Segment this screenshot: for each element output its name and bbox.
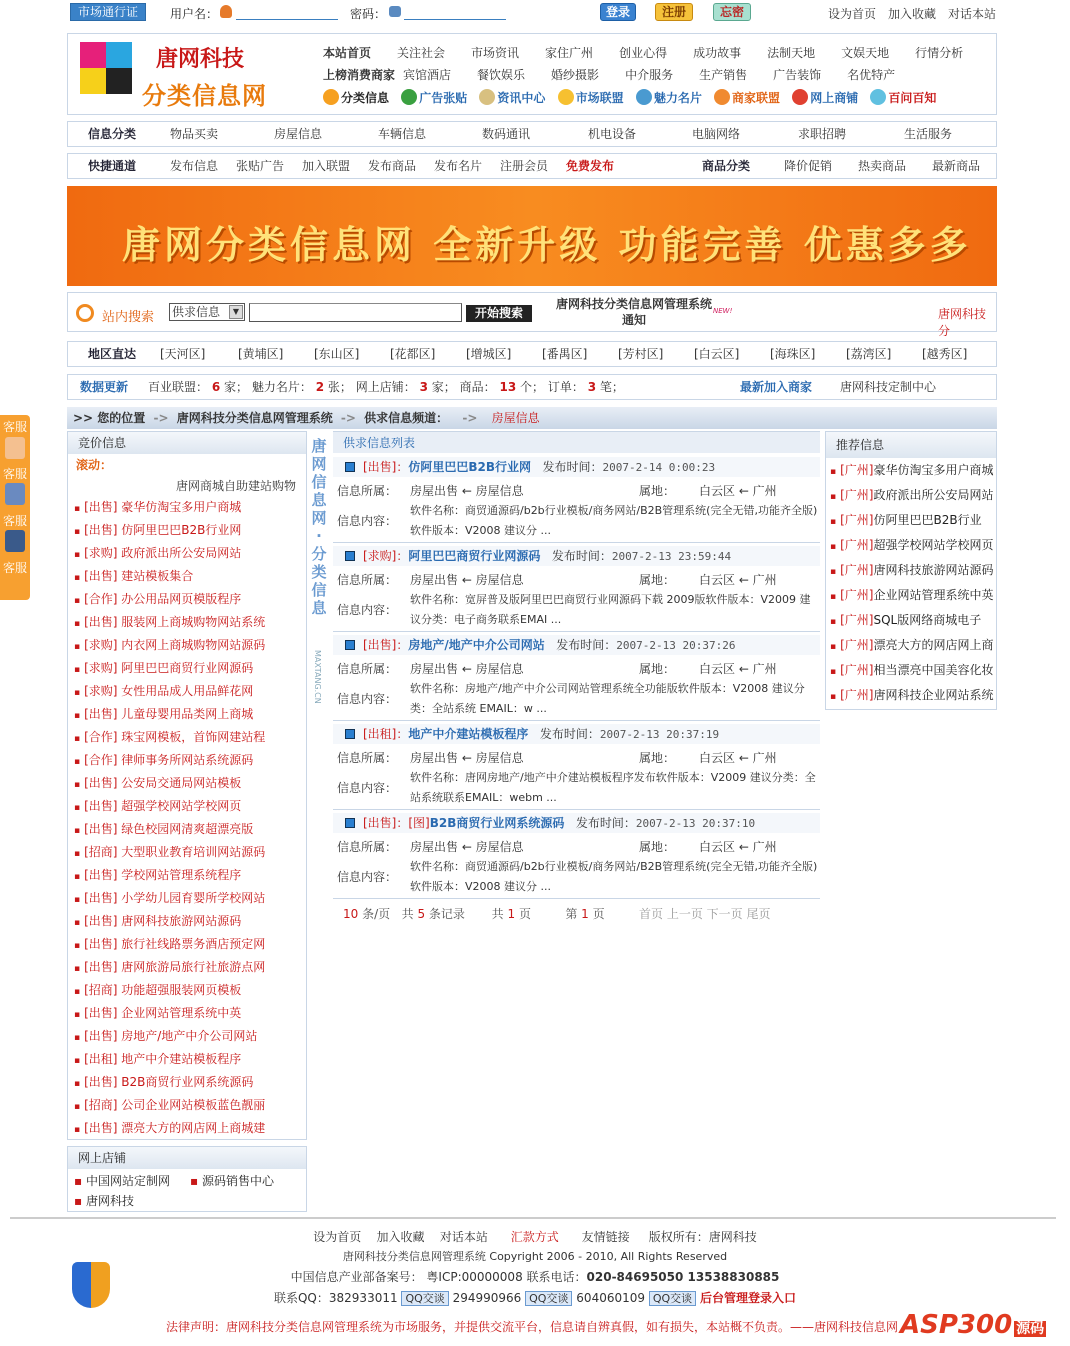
area-item[interactable]: [荔湾区]: [846, 347, 892, 361]
nav-qa[interactable]: 百问百知: [870, 89, 936, 106]
category-item[interactable]: 物品买卖: [170, 127, 219, 141]
goods-item[interactable]: 热卖商品: [858, 159, 907, 173]
chat-link[interactable]: 对话本站: [947, 7, 996, 21]
goods-item[interactable]: 降价促销: [784, 159, 833, 173]
icp-text: 中国信息产业部备案号： 粤ICP:00000008 联系电话：: [290, 1270, 587, 1284]
post-title-link[interactable]: B2B商贸行业网系统源码: [429, 816, 565, 830]
bid-info-item[interactable]: ▪ [出售] 学校网站管理系统程序: [68, 864, 306, 887]
kefu-label: 客服: [3, 561, 28, 575]
banner-text: 唐网分类信息网 全新升级 功能完善 优惠多多: [122, 223, 972, 267]
qq-chat-button[interactable]: QQ交谈: [401, 1291, 448, 1306]
category-item[interactable]: 房屋信息: [274, 127, 323, 141]
nav-item[interactable]: 法制天地: [767, 46, 816, 60]
user-icon: [220, 5, 232, 18]
nav-merchants[interactable]: 商家联盟: [714, 89, 780, 106]
bid-info-item[interactable]: ▪ [出租] 地产中介建站模板程序: [68, 1048, 306, 1071]
recommend-item[interactable]: ▪ [广州]SQL版网络商城电子: [826, 608, 996, 633]
notice-marquee[interactable]: 唐网科技分: [938, 307, 987, 338]
category-item[interactable]: 电脑网络: [692, 127, 741, 141]
globe-icon: [792, 89, 808, 105]
post-item: [出售]：房地产/地产中介公司网站 发布时间：2007-2-13 20:37:26 信息所属： 房屋出售 ← 房屋信息 属地： 白云区 ← 广州 信息内容： 软件名称：房地产/地产中介公司网站管理系统全功能版软件版本：V2008 建议分类：全站系统 EMAIL：w ...: [333, 635, 820, 721]
brand-top: 唐网科技: [156, 46, 245, 72]
category-row: [67, 121, 997, 147]
bid-info-item[interactable]: ▪ [求购] 阿里巴巴商贸行业网源码: [68, 657, 306, 680]
nav-item[interactable]: 关注社会: [397, 46, 446, 60]
area-item[interactable]: [海珠区]: [770, 347, 816, 361]
bid-info-item[interactable]: ▪ [招商] 大型职业教育培训网站源码: [68, 841, 306, 864]
search-label: 站内搜索: [102, 310, 155, 325]
site-logo-graphic[interactable]: [80, 42, 132, 94]
bid-info-item[interactable]: ▪ [合作] 律师事务所网站系统源码: [68, 749, 306, 772]
recommend-item[interactable]: ▪ [广州]超强学校网站学校网页: [826, 533, 996, 558]
kefu-label: 客服: [3, 420, 28, 434]
username-label: 用户名：: [170, 7, 219, 21]
area-row: [67, 341, 997, 367]
feature-nav: [323, 89, 993, 106]
quick-label: 快捷通道: [88, 159, 137, 173]
quick-item[interactable]: 发布商品: [368, 159, 417, 173]
phone-text: 020-84695050 13538830885: [586, 1270, 780, 1284]
document-icon: [479, 89, 495, 105]
quick-item[interactable]: 发布名片: [434, 159, 483, 173]
nav-home[interactable]: 本站首页: [323, 46, 372, 60]
quick-item[interactable]: 加入联盟: [302, 159, 351, 173]
system-notice-link[interactable]: 唐网科技分类信息网管理系统通知: [555, 297, 712, 327]
quick-row: [67, 153, 997, 179]
username-input[interactable]: [236, 4, 338, 20]
top-bar: [0, 0, 1070, 28]
vertical-site-label: 唐网信息网·分类信息: [311, 437, 327, 617]
prev-page-link[interactable]: 上一页: [666, 907, 703, 921]
breadcrumb-home[interactable]: 唐网科技分类信息网管理系统: [176, 411, 333, 425]
add-favorite-link[interactable]: 加入收藏: [887, 7, 936, 21]
free-post-link[interactable]: 免费发布: [566, 159, 615, 173]
post-arrow-icon: [345, 462, 355, 472]
bid-info-item[interactable]: ▪ [合作] 珠宝网模板，首饰网建站程: [68, 726, 306, 749]
area-item[interactable]: [增城区]: [466, 347, 512, 361]
legal-notice: 法律声明：唐网科技分类信息网管理系统为市场服务，并提供交流平台，信息请自辨真假，如有损失，本站概不负责。——唐网科技信息网: [166, 1320, 899, 1334]
post-arrow-icon: [345, 818, 355, 828]
first-page-link[interactable]: 首页: [638, 907, 663, 921]
qq-row: 联系QQ：382933011 QQ交谈 294990966 QQ交谈 604060109 QQ交谈 后台管理登录入口: [273, 1291, 797, 1305]
area-label: 地区直达: [88, 347, 137, 361]
new-badge: NEW!: [713, 307, 733, 315]
nav-shops[interactable]: 网上商铺: [792, 89, 858, 106]
forgot-button[interactable]: 忘密: [713, 3, 751, 21]
category-item[interactable]: 车辆信息: [378, 127, 427, 141]
category-item[interactable]: 数码通讯: [482, 127, 531, 141]
bid-info-title: 竞价信息: [68, 432, 306, 454]
recommend-list: [826, 458, 996, 708]
area-item[interactable]: [越秀区]: [922, 347, 968, 361]
qq-chat-button[interactable]: QQ交谈: [525, 1291, 572, 1306]
recommend-item[interactable]: ▪ [广州]漂亮大方的网店网上商: [826, 633, 996, 658]
breadcrumb-current: 房屋信息: [491, 411, 540, 425]
footer-link[interactable]: 设为首页: [313, 1230, 362, 1244]
customer-service-float[interactable]: [0, 415, 30, 600]
qq-chat-button[interactable]: QQ交谈: [649, 1291, 696, 1306]
recommend-item[interactable]: ▪ [广州]相当漂亮中国美容化妆: [826, 658, 996, 683]
search-icon: [76, 304, 94, 322]
stats-row: [67, 374, 997, 400]
nav-news[interactable]: 资讯中心: [479, 89, 545, 106]
bid-info-item[interactable]: ▪ [出售] 唐网旅游局旅行社旅游点网: [68, 956, 306, 979]
recommend-item[interactable]: ▪ [广州]豪华仿淘宝多用户商城: [826, 458, 996, 483]
bid-info-item[interactable]: ▪ [出售] 服装网上商城购物网站系统: [68, 611, 306, 634]
area-item[interactable]: [花都区]: [390, 347, 436, 361]
nav-item[interactable]: 婚纱摄影: [551, 68, 600, 82]
bid-info-item[interactable]: ▪ [出售] 仿阿里巴巴B2B行业网: [68, 519, 306, 542]
nav-item[interactable]: 广告装饰: [773, 68, 822, 82]
brand-main: 分类信息网: [142, 82, 267, 110]
new-merchant-link[interactable]: 最新加入商家: [740, 380, 813, 394]
area-item[interactable]: [芳村区]: [618, 347, 664, 361]
magnifier-icon: [323, 89, 339, 105]
stats-text: 百业联盟： 6 家； 魅力名片： 2 张； 网上店铺： 3 家； 商品： 13 个； 订单： 3 笔；: [148, 380, 624, 394]
area-item[interactable]: [东山区]: [314, 347, 360, 361]
market-pass-button[interactable]: 市场通行证: [70, 3, 146, 21]
recommend-item[interactable]: ▪ [广州]企业网站管理系统中英: [826, 583, 996, 608]
avatar-icon[interactable]: [5, 530, 25, 552]
post-item: [出售]：[图]B2B商贸行业网系统源码 发布时间：2007-2-13 20:37:10 信息所属： 房屋出售 ← 房屋信息 属地： 白云区 ← 广州 信息内容： 软件名称：商贸通源码/b2b行业模板/商务网站/B2B管理系统(完全无错,功能齐全版) 软件版本：V2008 建议分 ...: [333, 813, 820, 899]
post-item: [求购]：阿里巴巴商贸行业网源码 发布时间：2007-2-13 23:59:44 信息所属： 房屋出售 ← 房屋信息 属地： 白云区 ← 广州 信息内容： 软件名称：宽屏普及版阿里巴巴商贸行业网源码下载 2009版软件版本：V2009 建议分类：电子商务联系EMAI ...: [333, 546, 820, 632]
nav-market[interactable]: 市场联盟: [558, 89, 624, 106]
nav-item[interactable]: 行情分析: [915, 46, 964, 60]
person-icon: [714, 89, 730, 105]
footer-link[interactable]: 友情链接: [581, 1230, 630, 1244]
login-button[interactable]: 登录: [600, 3, 636, 21]
nav-item[interactable]: 文娱天地: [841, 46, 890, 60]
custom-center-link[interactable]: 唐网科技定制中心: [840, 380, 937, 394]
last-page-link[interactable]: 尾页: [746, 907, 771, 921]
category-item[interactable]: 求职招聘: [798, 127, 847, 141]
bid-info-item[interactable]: ▪ [出售] 旅行社线路票务酒店预定网: [68, 933, 306, 956]
password-label: 密码：: [350, 7, 387, 21]
list-title: 供求信息列表: [333, 431, 820, 453]
quick-item[interactable]: 注册会员: [500, 159, 549, 173]
search-bar: [67, 292, 997, 338]
nav-cards[interactable]: 魅力名片: [636, 89, 702, 106]
nav-item[interactable]: 生产销售: [699, 68, 748, 82]
search-category-select[interactable]: 供求信息 ▼: [169, 303, 245, 321]
bid-info-item[interactable]: ▪ [出售] 公安局交通局网站模板: [68, 772, 306, 795]
post-arrow-icon: [345, 551, 355, 561]
kefu-label: 客服: [3, 514, 28, 528]
recommend-item[interactable]: ▪ [广州]政府派出所公安局网站: [826, 483, 996, 508]
online-shop-title: 网上店铺: [68, 1147, 306, 1169]
heart-icon: [558, 89, 574, 105]
recommend-title: 推荐信息: [826, 432, 996, 458]
bid-info-item[interactable]: ▪ [出售] 超强学校网站学校网页: [68, 795, 306, 818]
quick-item[interactable]: 发布信息: [170, 159, 219, 173]
nav-classified[interactable]: 分类信息: [323, 89, 389, 106]
footer-link[interactable]: 汇款方式: [510, 1230, 559, 1244]
nav-item[interactable]: 中介服务: [625, 68, 674, 82]
area-item[interactable]: [天河区]: [160, 347, 206, 361]
breadcrumb: >> 您的位置 -> 唐网科技分类信息网管理系统 -> 供求信息频道： -> 房屋信息: [67, 407, 997, 429]
shop-link[interactable]: ▪ 中国网站定制网: [74, 1174, 170, 1188]
stats-label: 数据更新: [80, 380, 129, 394]
bid-info-item[interactable]: ▪ [招商] 公司企业网站模板蓝色靓丽: [68, 1094, 306, 1117]
key-icon: [389, 6, 401, 17]
nav-item[interactable]: 成功故事: [693, 46, 742, 60]
bid-info-item[interactable]: ▪ [出售] 豪华仿淘宝多用户商城: [68, 496, 306, 519]
category-item[interactable]: 生活服务: [904, 127, 953, 141]
recommend-item[interactable]: ▪ [广州]仿阿里巴巴B2B行业: [826, 508, 996, 533]
register-button[interactable]: 注册: [655, 3, 693, 21]
area-item[interactable]: [白云区]: [694, 347, 740, 361]
bid-info-item[interactable]: ▪ [出售] 绿色校园网清爽超漂亮版: [68, 818, 306, 841]
post-title-link[interactable]: 阿里巴巴商贸行业网源码: [408, 549, 541, 563]
kefu-label: 客服: [3, 467, 28, 481]
top-links: [816, 5, 996, 22]
footer-copyright-owner: 版权所有：唐网科技: [648, 1230, 757, 1244]
area-item[interactable]: [番禺区]: [542, 347, 588, 361]
nav-item[interactable]: 创业心得: [619, 46, 668, 60]
goods-label: 商品分类: [702, 159, 751, 173]
recommend-item[interactable]: ▪ [广州]唐网科技旅游网站源码: [826, 558, 996, 583]
main-nav: [323, 42, 993, 86]
nav-item[interactable]: 餐饮娱乐: [477, 68, 526, 82]
bid-info-item[interactable]: ▪ [求购] 内衣网上商城购物网站源码: [68, 634, 306, 657]
bid-info-item[interactable]: ▪ [求购] 女性用品成人用品鲜花网: [68, 680, 306, 703]
set-home-link[interactable]: 设为首页: [827, 7, 876, 21]
nav-item[interactable]: 家住广州: [545, 46, 594, 60]
bid-info-item[interactable]: ▪ [求购] 政府派出所公安局网站: [68, 542, 306, 565]
copyright-text: 唐网科技分类信息网管理系统 Copyright 2006 - 2010, All Rights Reserved: [342, 1250, 728, 1263]
footer-link[interactable]: 对话本站: [439, 1230, 488, 1244]
breadcrumb-label: >> 您的位置: [73, 411, 146, 425]
bid-info-item[interactable]: ▪ [出售] 儿童母婴用品类网上商城: [68, 703, 306, 726]
bid-info-item[interactable]: ▪ [出售] 建站模板集合: [68, 565, 306, 588]
bid-info-item[interactable]: ▪ [出售] 房地产/地产中介公司网站: [68, 1025, 306, 1048]
recommend-item[interactable]: ▪ [广州]唐网科技企业网站系统: [826, 683, 996, 708]
bid-info-item[interactable]: ▪ [出售] 企业网站管理系统中英: [68, 1002, 306, 1025]
admin-login-link[interactable]: 后台管理登录入口: [700, 1291, 797, 1305]
post-title-link[interactable]: 房地产/地产中介公司网站: [408, 638, 545, 652]
card-icon: [636, 89, 652, 105]
search-button[interactable]: 开始搜索: [466, 305, 532, 322]
bid-info-item[interactable]: ▪ [合作] 办公用品网页模版程序: [68, 588, 306, 611]
post-arrow-icon: [345, 640, 355, 650]
people-icon: [401, 89, 417, 105]
bid-info-item[interactable]: ▪ [出售] 唐网科技旅游网站源码: [68, 910, 306, 933]
watermark-logo: ASP300 源码: [900, 1310, 1045, 1340]
chevron-down-icon: ▼: [229, 305, 243, 319]
post-arrow-icon: [345, 729, 355, 739]
nav-top-merchants[interactable]: 上榜消费商家: [323, 68, 396, 82]
recommend-panel: [825, 431, 997, 710]
footer-link[interactable]: 加入收藏: [376, 1230, 425, 1244]
bid-info-panel: [67, 431, 307, 1140]
bid-info-item[interactable]: ▪ [招商] 功能超强服装网页模板: [68, 979, 306, 1002]
category-item[interactable]: 机电设备: [588, 127, 637, 141]
vertical-url: MAXTANG.CN: [313, 650, 322, 704]
post-title-link[interactable]: 仿阿里巴巴B2B行业网: [408, 460, 532, 474]
scroll-label: 滚动：: [76, 458, 113, 472]
bid-info-item[interactable]: ▪ [出售] 漂亮大方的网店网上商城建: [68, 1117, 306, 1140]
breadcrumb-channel[interactable]: 供求信息频道：: [364, 411, 449, 425]
marquee-text[interactable]: 唐网商城自助建站购物: [176, 479, 297, 493]
password-input[interactable]: [404, 4, 506, 20]
next-page-link[interactable]: 下一页: [706, 907, 743, 921]
girl-icon: [870, 89, 886, 105]
avatar-icon[interactable]: [5, 437, 25, 459]
shop-link[interactable]: ▪ 唐网科技: [74, 1194, 134, 1208]
site-header: [67, 33, 997, 115]
nav-item[interactable]: 名优特产: [847, 68, 896, 82]
nav-item[interactable]: 市场资讯: [471, 46, 520, 60]
bid-info-item[interactable]: ▪ [出售] 小学幼儿园育婴所学校网站: [68, 887, 306, 910]
goods-item[interactable]: 最新商品: [932, 159, 981, 173]
bid-info-item[interactable]: ▪ [出售] B2B商贸行业网系统源码: [68, 1071, 306, 1094]
nav-ads[interactable]: 广告张贴: [401, 89, 467, 106]
quick-item[interactable]: 张贴广告: [236, 159, 285, 173]
pagination: 10 条/页 共 5 条记录 共 1 页 第 1 页 首页 上一页 下一页 尾页: [343, 907, 771, 921]
search-input[interactable]: [249, 303, 462, 322]
post-item: [出售]：仿阿里巴巴B2B行业网 发布时间：2007-2-14 0:00:23 信息所属： 房屋出售 ← 房屋信息 属地： 白云区 ← 广州 信息内容： 软件名称：商贸通源码/b2b行业模板/商务网站/B2B管理系统(完全无错,功能齐全版) 软件版本：V2008 建议分 ...: [333, 457, 820, 543]
category-label: 信息分类: [88, 127, 137, 141]
area-item[interactable]: [黄埔区]: [238, 347, 284, 361]
promo-banner[interactable]: [67, 186, 997, 286]
shop-link[interactable]: ▪ 源码销售中心: [190, 1174, 274, 1188]
post-item: [出租]：地产中介建站模板程序 发布时间：2007-2-13 20:37:19 信息所属： 房屋出售 ← 房屋信息 属地： 白云区 ← 广州 信息内容： 软件名称：唐网房地产/地产中介建站模板程序发布软件版本：V2009 建议分类：全站系统联系EMAIL：webm ...: [333, 724, 820, 810]
bid-info-list: [68, 496, 306, 1140]
post-title-link[interactable]: 地产中介建站模板程序: [408, 727, 529, 741]
nav-item[interactable]: 宾馆酒店: [403, 68, 452, 82]
online-shop-panel: [67, 1146, 307, 1212]
avatar-icon[interactable]: [5, 483, 25, 505]
